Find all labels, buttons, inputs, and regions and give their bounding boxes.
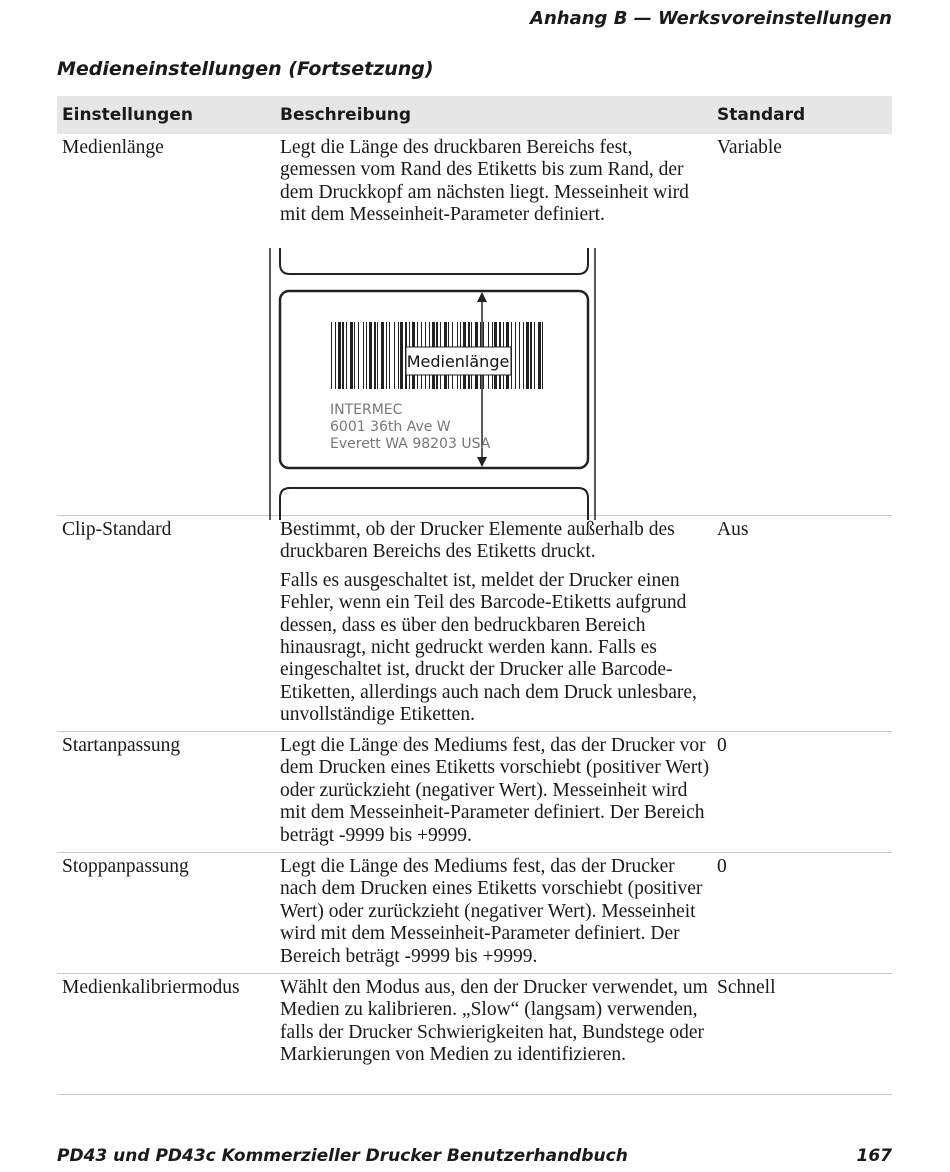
table-row xyxy=(57,974,892,1095)
footer-title: PD43 und PD43c Kommerzieller Drucker Benutzerhandbuch xyxy=(57,1146,628,1166)
setting-default: Schnell xyxy=(717,977,776,998)
description-paragraph: Falls es ausgeschaltet ist, meldet der Drucker einen Fehler, wenn ein Teil des Barcode-Etiketts aufgrund dessen, dass es über den bedruckbaren Bereich hinausragt, nicht gedruckt werden kann. Falls es eingeschaltet ist, druckt der Drucker alle Barcode-Etiketten, allerdings auch nach dem Druck unlesbare, unvollständige Etiketten. xyxy=(280,569,697,726)
setting-default: Aus xyxy=(717,519,749,540)
setting-description xyxy=(275,974,712,1094)
running-header: Anhang B — Werksvoreinstellungen xyxy=(530,8,892,29)
table-row xyxy=(57,134,892,516)
setting-default: 0 xyxy=(717,856,727,877)
setting-description xyxy=(275,853,712,973)
setting-default: Variable xyxy=(717,137,782,158)
setting-name: Startanpassung xyxy=(62,735,181,756)
description-paragraph: Legt die Länge des Mediums fest, das der Drucker vor dem Drucken eines Etiketts vorschiebt (positiver Wert) oder zurückzieht (negativer Wert). Messeinheit wird mit dem Messeinheit-Parameter definiert. Der Bereich beträgt -9999 bis +9999. xyxy=(280,735,710,846)
setting-name: Stoppanpassung xyxy=(62,856,189,877)
setting-name: Medienkalibriermodus xyxy=(62,977,240,998)
settings-table xyxy=(57,96,892,1095)
description-paragraph: Wählt den Modus aus, den der Drucker verwendet, um Medien zu kalibrieren. „Slow“ (langsam) verwenden, falls der Drucker Schwierigkeiten hat, Bundstege oder Markierungen von Medien zu identifizieren. xyxy=(280,977,708,1066)
setting-description xyxy=(275,732,712,852)
setting-default: 0 xyxy=(717,735,727,756)
section-title: Medieneinstellungen (Fortsetzung) xyxy=(57,58,434,80)
measure-label: Medienlänge xyxy=(406,351,510,371)
description-paragraph: Legt die Länge des Mediums fest, das der Drucker nach dem Drucken eines Etiketts vorschiebt (positiver Wert) oder zurückzieht (negativer Wert). Messeinheit wird mit dem Messeinheit-Parameter definiert. Der Bereich beträgt -9999 bis +9999. xyxy=(280,856,703,967)
address-line: Everett WA 98203 USA xyxy=(330,435,491,452)
column-header-description: Beschreibung xyxy=(280,105,412,125)
page-number: 167 xyxy=(856,1146,892,1166)
description-paragraph: Legt die Länge des druckbaren Bereichs fest, gemessen vom Rand des Etiketts bis zum Rand, der dem Druckkopf am nächsten liegt. Messeinheit wird mit dem Messeinheit-Parameter definiert. xyxy=(280,137,689,226)
table-row xyxy=(57,732,892,853)
address-line: 6001 36th Ave W xyxy=(330,418,451,435)
media-length-figure xyxy=(275,248,712,520)
setting-description xyxy=(275,516,712,731)
column-header-settings: Einstellungen xyxy=(62,105,193,125)
setting-description xyxy=(275,134,712,515)
table-header xyxy=(57,96,892,134)
setting-name: Clip-Standard xyxy=(62,519,172,540)
column-header-default: Standard xyxy=(717,105,806,125)
table-row xyxy=(57,516,892,732)
label-diagram xyxy=(266,248,611,520)
address-line: INTERMEC xyxy=(330,401,403,418)
setting-name: Medienlänge xyxy=(62,137,164,158)
table-row xyxy=(57,853,892,974)
description-paragraph: Bestimmt, ob der Drucker Elemente außerhalb des druckbaren Bereichs des Etiketts druckt. xyxy=(280,519,675,563)
